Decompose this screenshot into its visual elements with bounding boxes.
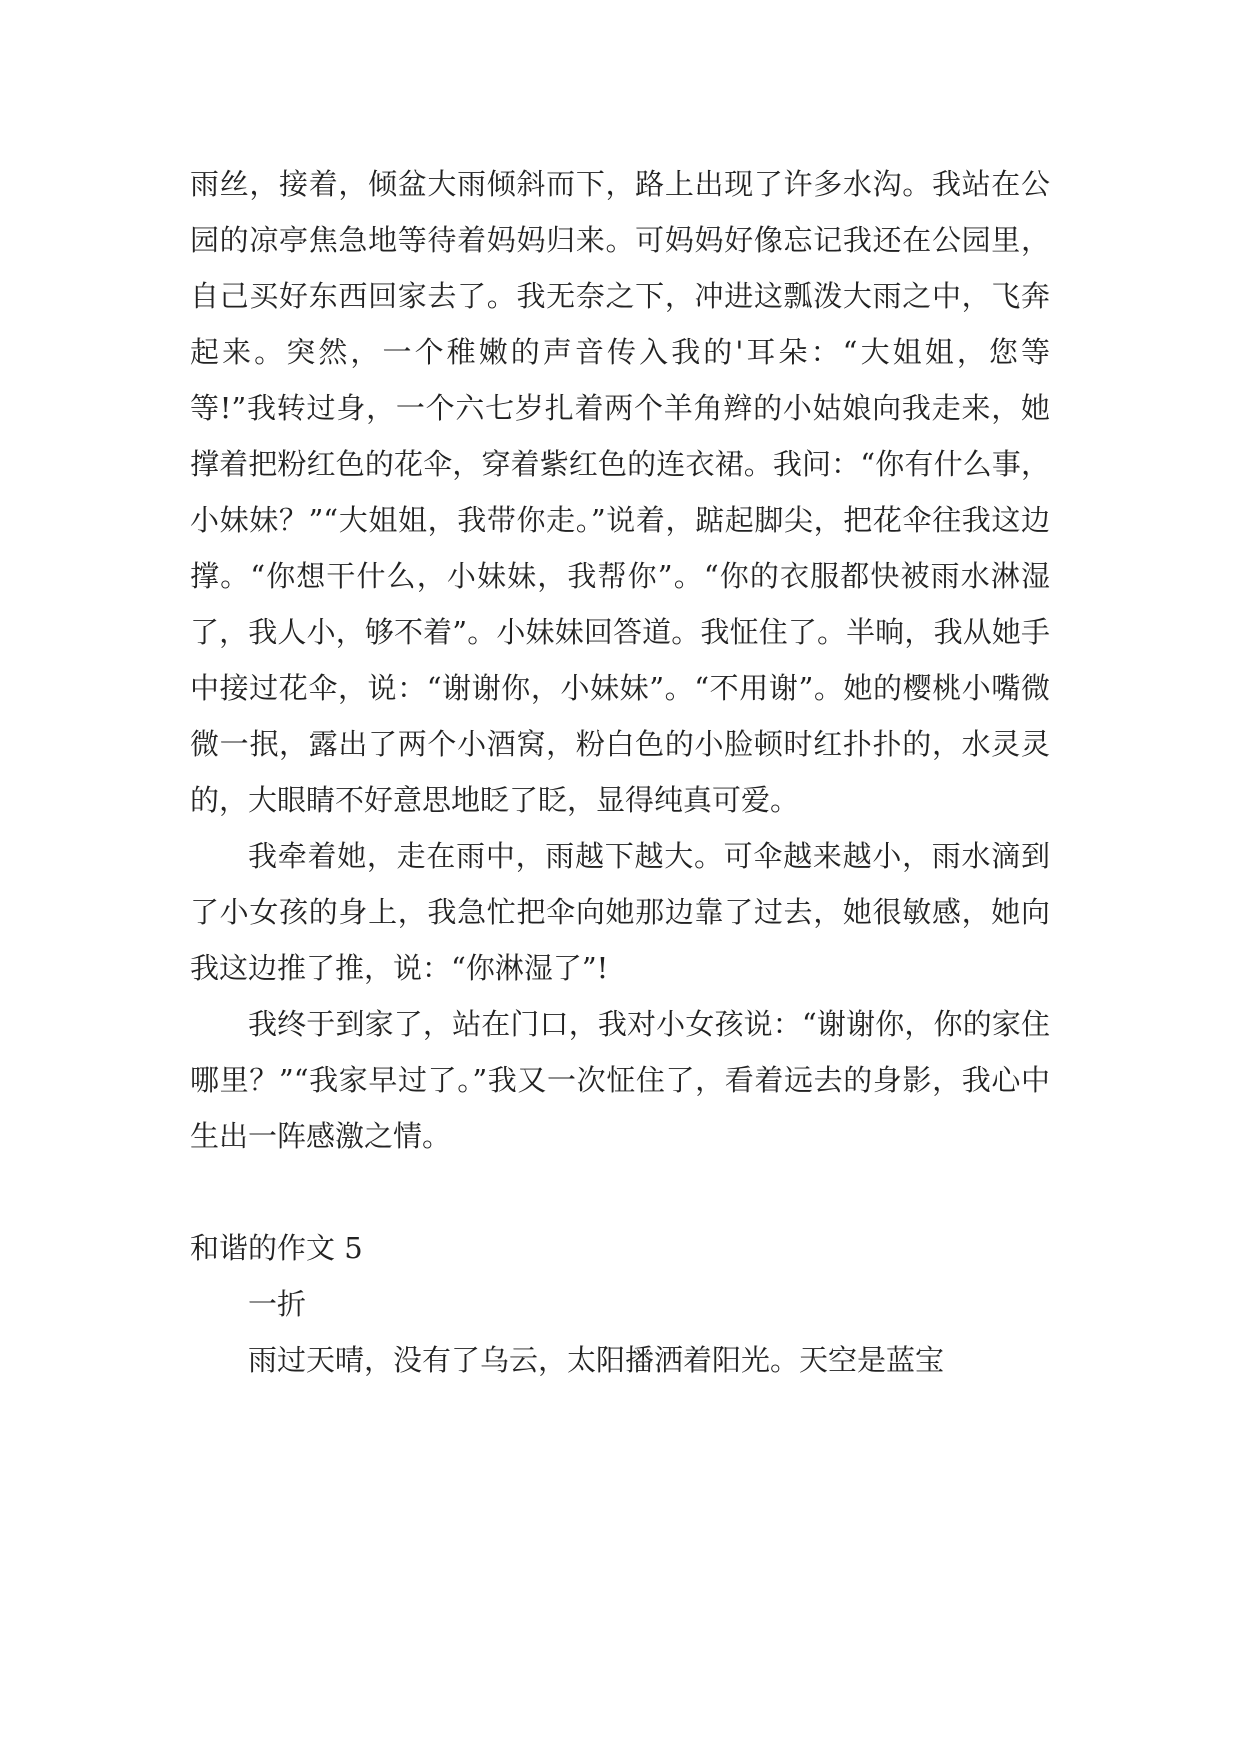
document-body <box>190 156 1050 1388</box>
paragraph-4: 雨过天晴，没有了乌云，太阳播洒着阳光。天空是蓝宝 <box>248 1343 945 1377</box>
paragraph-3: 我终于到家了，站在门口，我对小女孩说：“谢谢你，你的家住哪里？”“我家早过了。”我又一次怔住了，看着远去的身影，我心中生出一阵感激之情。 <box>190 1007 1050 1153</box>
paragraph-1: 雨丝，接着，倾盆大雨倾斜而下，路上出现了许多水沟。我站在公园的凉亭焦急地等待着妈妈归来。可妈妈好像忘记我还在公园里，自己买好东西回家去了。我无奈之下，冲进这瓢泼大雨之中，飞奔起来。突然，一个稚嫩的声音传入我的'耳朵：“大姐姐，您等等!”我转过身，一个六七岁扎着两个羊角辫的小姑娘向我走来，她撑着把粉红色的花伞，穿着紫红色的连衣裙。我问：“你有什么事，小妹妹？”“大姐姐，我带你走。”说着，踮起脚尖，把花伞往我这边撑。“你想干什么，小妹妹，我帮你”。“你的衣服都快被雨水淋湿了，我人小，够不着”。小妹妹回答道。我怔住了。半晌，我从她手中接过花伞，说：“谢谢你，小妹妹”。“不用谢”。她的樱桃小嘴微微一抿，露出了两个小酒窝，粉白色的小脸顿时红扑扑的，水灵灵的，大眼睛不好意思地眨了眨，显得纯真可爱。 <box>190 167 1050 817</box>
paragraph-2: 我牵着她，走在雨中，雨越下越大。可伞越来越小，雨水滴到了小女孩的身上，我急忙把伞向她那边靠了过去，她很敏感，她向我这边推了推，说：“你淋湿了”! <box>190 839 1050 985</box>
section-gap <box>190 1164 1050 1220</box>
section-subheading: 一折 <box>248 1287 307 1321</box>
section-heading: 和谐的作文 5 <box>190 1231 363 1265</box>
